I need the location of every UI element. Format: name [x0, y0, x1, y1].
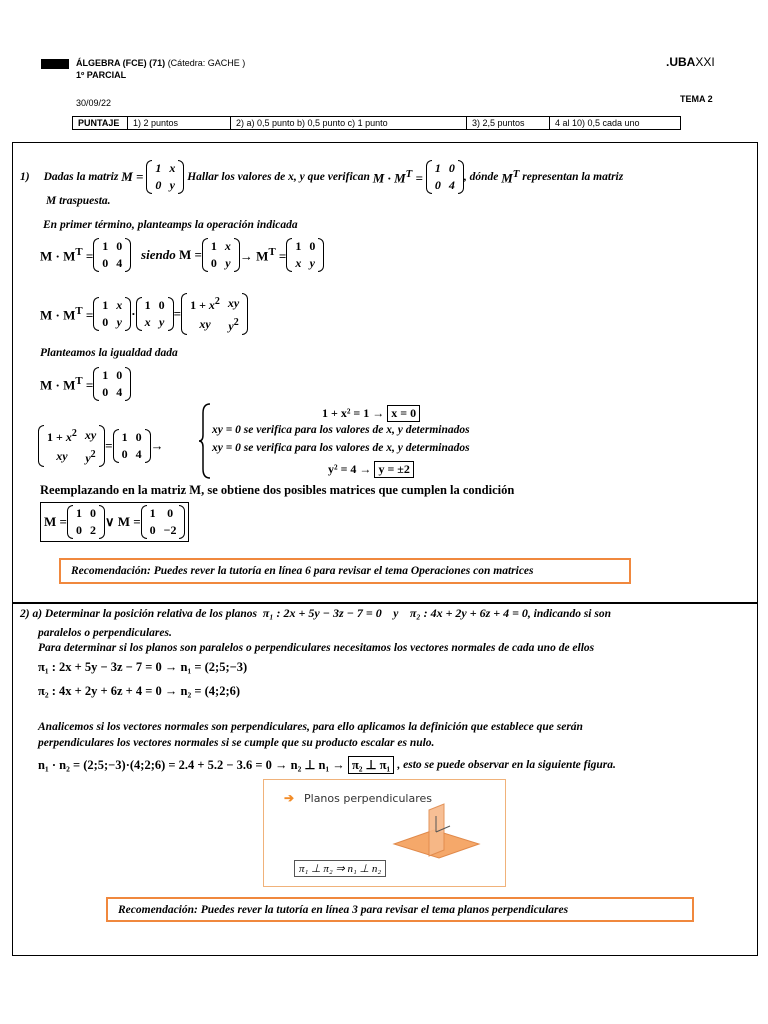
puntaje-cell: PUNTAJE	[73, 117, 128, 130]
ex1-equation-1: $M \cdot M^T$ = 1 0 0 4 siendo M = 1 x 0 y → $M^T$ = 1 0 x y	[40, 238, 324, 272]
redacted-name-block	[41, 59, 69, 69]
ex2-normal-2: π₂ : 4x + 2y + 6z + 4 = 0 → n₂ = (4;2;6)	[38, 684, 241, 698]
puntaje-table	[72, 116, 681, 130]
ex1-result-box: M = 1 0 0 2 ∨ M = 1 0 0 −2	[40, 502, 189, 542]
ex2-statement-end: paralelos o perpendiculares.	[38, 627, 172, 639]
ex2-scalar-product: n₁ · n₂ = (2;5;−3)·(4;2;6) = 2.4 + 5.2 − 3.6 = 0 → n₂ ⊥ n₁ → π₂ ⊥ π₁ , esto se puede observar en la siguiente figura.	[38, 758, 616, 772]
course-title: ÁLGEBRA (FCE) (71) (Cátedra: GACHE )	[76, 58, 246, 68]
arrow-right-icon: ➔	[284, 791, 295, 805]
system-eq-2: xy = 0 se verifica para los valores de x, y determinados	[212, 424, 470, 436]
ex1-equation-3: $M \cdot M^T$ = 1 0 0 4	[40, 367, 131, 401]
puntaje-cell: 1) 2 puntos	[128, 117, 231, 130]
ex2-need-normals: Para determinar si los planos son paralelos o perpendiculares necesitamos los vectores normales de cada uno de ellos	[38, 642, 595, 654]
ex2-normal-1: π₁ : 2x + 5y − 3z − 7 = 0 → n₁ = (2;5;−3)	[38, 660, 248, 674]
ex2-statement: 2) a) Determinar la posición relativa de los planos π₁ : 2x + 5y − 3z − 7 = 0 y π₂ : 4x + 2y + 6z + 4 = 0 , indicando si son	[20, 606, 611, 620]
recommendation-2: Recomendación: Puedes rever la tutoría en línea 3 para revisar el tema planos perpendiculares	[106, 897, 694, 922]
uba-logo: .UBAXXI	[666, 55, 715, 69]
system-eq-3: xy = 0 se verifica para los valores de x, y determinados	[212, 442, 470, 454]
system-eq-4: y² = 4 → y = ±2	[328, 461, 414, 478]
perpendicular-planes-figure	[263, 779, 506, 887]
system-brace	[198, 403, 212, 479]
exam-date: 30/09/22	[76, 98, 112, 108]
ex1-reemplazando: Reemplazando en la matriz M, se obtiene dos posibles matrices que cumplen la condición	[40, 483, 515, 497]
ex2-analysis-2: perpendiculares los vectores normales si se cumple que su producto escalar es nulo.	[38, 737, 435, 749]
puntaje-cell: 2) a) 0,5 punto b) 0,5 punto c) 1 punto	[231, 117, 467, 130]
puntaje-cell: 3) 2,5 puntos	[467, 117, 550, 130]
ex1-statement: 1) Dadas la matriz M = 1 x 0 y Hallar los valores de x, y que verifican $M \cdot M^T$ = 1 0 0 4 , dónde $M^T$ representan la matriz	[20, 161, 624, 192]
recommendation-1: Recomendación: Puedes rever la tutoría en línea 6 para revisar el tema Operaciones con matrices	[59, 558, 631, 584]
planes-illustration	[384, 802, 484, 872]
ex1-equation-2: $M \cdot M^T$ = 1 x 0 y · 1 0 x y = $1 + x^2$ xy xy $y^2$	[40, 293, 248, 335]
tema-label: TEMA 2	[680, 94, 713, 104]
figure-title: Planos perpendiculares	[304, 792, 432, 805]
parcial-label: 1º PARCIAL	[76, 70, 127, 80]
figure-caption: π₁ ⊥ π₂ ⇒ n₁ ⊥ n₂	[294, 860, 386, 877]
ex1-planteamos: Planteamos la igualdad dada	[40, 347, 178, 359]
ex1-statement-end: M traspuesta.	[46, 195, 111, 207]
ex1-intro: En primer término, planteamps la operación indicada	[43, 219, 298, 231]
ex1-equality: $1 + x^2$ xy xy $y^2$ = 1 0 0 4 →	[38, 425, 164, 467]
ex2-analysis-1: Analicemos si los vectores normales son perpendiculares, para ello aplicamos la definición que establece que serán	[38, 721, 583, 733]
puntaje-cell: 4 al 10) 0,5 cada uno	[550, 117, 681, 130]
system-eq-1: 1 + x² = 1 → x = 0	[322, 405, 420, 422]
